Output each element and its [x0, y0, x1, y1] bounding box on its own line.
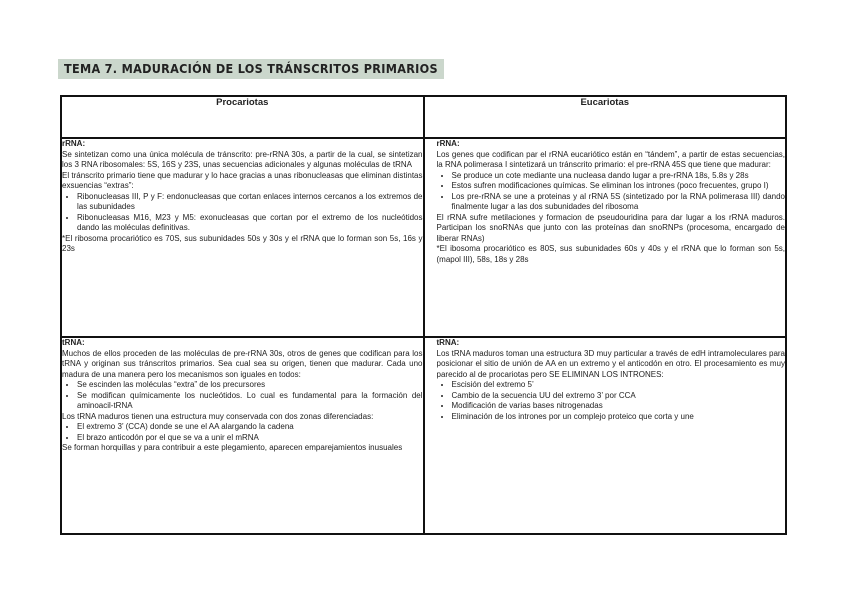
list-item: • Se escinden las moléculas “extra” de los precursores — [77, 380, 423, 391]
cell-procariotas-trna — [61, 337, 424, 534]
list-item: • Modificación de varias bases nitrogenadas — [452, 401, 786, 412]
paragraph: Muchos de ellos proceden de las moléculas de pre-rRNA 30s, otros de genes que codifican para los tRNA y originan sus tránscritos primarios. Sea cual sea su origen, tienen que madurar. Cada uno madura de una manera pero los mecanismos son iguales en todos: — [62, 348, 423, 379]
list-item: • Se modifican químicamente los nucleótidos. Lo cual es fundamental para la formación del aminoacil-tRNA — [77, 391, 423, 412]
paragraph: Los tRNA maduros toman una estructura 3D muy particular a través de edH intramoleculares para posicionar el sitio de unión de AA en un extremo y el anticodón en otro. El procesamiento es muy parecido al de procariotas pero SE ELIMINAN LOS INTRONES: — [436, 348, 785, 379]
paragraph: Se sintetizan como una única molécula de tránscrito: pre-rRNA 30s, a partir de la cual, se sintetizan los 3 RNA ribosomales: 5S, 16S y 23S, unas secuencias adicionales y algunas moléculas de tRNA — [62, 149, 423, 169]
list-item: • Escisión del extremo 5’ — [452, 380, 786, 391]
list-item: • El extremo 3’ (CCA) donde se une el AA alargando la cadena — [77, 422, 423, 433]
paragraph: Se forman horquillas y para contribuir a este plegamiento, aparecen emparejamientos inusuales — [62, 443, 403, 452]
paragraph: Los tRNA maduros tienen una estructura muy conservada con dos zonas diferenciadas: — [62, 411, 374, 421]
paragraph: El tránscrito primario tiene que madurar y lo hace gracias a unas ribonucleasas que eliminan distintas exsuencias “extras”: — [62, 170, 423, 190]
cell-eucariotas-rrna — [424, 138, 787, 337]
paragraph: *El ribosoma procariótico es 70S, sus subunidades 50s y 30s y el rRNA que lo forman son 5s, 16s y 23s — [62, 233, 423, 253]
section-title: tRNA: — [62, 338, 85, 347]
list-item: • Eliminación de los intrones por un complejo proteico que corta y une — [452, 412, 786, 423]
paragraph: El rRNA sufre metilaciones y formacion de pseudouridina para dar lugar a los rRNA maduros. Participan los snoRNAs que junto con las proteínas dan snoRNPs (procesoma, encargado de liberar RNAs) — [436, 212, 785, 243]
bullet-list — [62, 192, 423, 234]
list-item: • El brazo anticodón por el que se va a unir el mRNA — [77, 433, 423, 444]
header-procariotas: Procariotas — [61, 96, 424, 138]
cell-procariotas-rrna — [61, 138, 424, 337]
paragraph: *El ibosoma procariótico es 80S, sus subunidades 60s y 40s y el rRNA que lo forman son 5s,(mapol III), 58s, 18s y 28s — [436, 244, 785, 264]
cell-eucariotas-trna — [424, 337, 787, 534]
bullet-list — [62, 380, 423, 412]
header-eucariotas: Eucariotas — [424, 96, 787, 138]
bullet-list — [437, 380, 786, 422]
section-title: rRNA: — [62, 139, 86, 148]
page-title: TEMA 7. MADURACIÓN DE LOS TRÁNSCRITOS PRIMARIOS — [58, 59, 444, 79]
bullet-list — [62, 422, 423, 443]
list-item: • Se produce un cote mediante una nucleasa dando lugar a pre-rRNA 18s, 5.8s y 28s — [452, 171, 786, 182]
section-title: tRNA: — [436, 338, 460, 347]
comparison-table — [60, 95, 787, 535]
list-item: • Estos sufren modificaciones químicas. Se eliminan los intrones (poco frecuentes, grupo I) — [452, 181, 786, 192]
paragraph: Los genes que codifican par el rRNA eucariótico están en “tándem”, a partir de estas secuencias, la RNA polimerasa I sintetizará un tránscrito primario: el pre-rRNA 45S que tiene que madurar: — [436, 149, 785, 169]
list-item: • Ribonucleasas III, P y F: endonucleasas que cortan enlaces internos cercanos a los extremos de las subunidades — [77, 192, 423, 213]
section-title: rRNA: — [436, 139, 460, 148]
list-item: • Ribonucleasas M16, M23 y M5: exonucleasas que cortan por el extremo de los nucleótidos dando las moléculas definitivas. — [77, 213, 423, 234]
list-item: • Cambio de la secuencia UU del extremo 3’ por CCA — [452, 391, 786, 402]
bullet-list — [437, 171, 786, 213]
list-item: • Los pre-rRNA se une a proteinas y al rRNA 5S (sintetizado por la RNA polimerasa III) dando finalmente lugar a las dos subunidades del ribosoma — [452, 192, 786, 213]
